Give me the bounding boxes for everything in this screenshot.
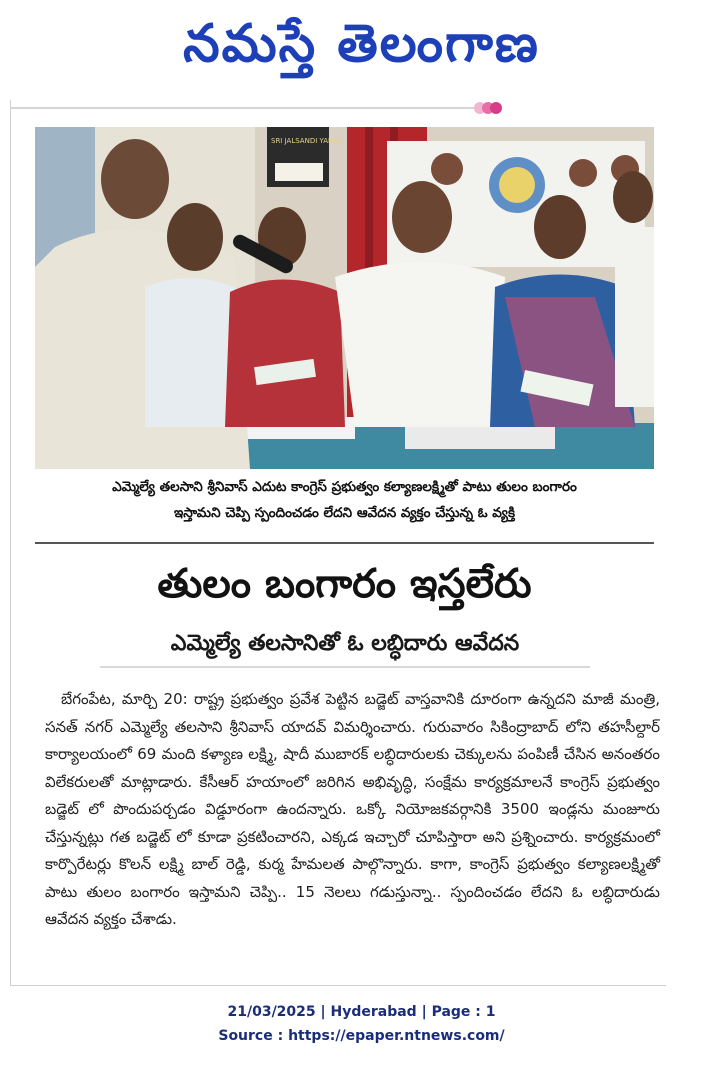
top-rule <box>10 107 495 109</box>
source-link[interactable]: Source : https://epaper.ntnews.com/ <box>218 1028 505 1044</box>
edition-info: 21/03/2025 | Hyderabad | Page : 1 <box>227 1004 496 1020</box>
news-photo <box>35 127 654 469</box>
article-headline: తులం బంగారం ఇస్తలేరు <box>157 561 532 607</box>
photo-caption <box>35 474 654 526</box>
newspaper-masthead: నమస్తే తెలంగాణ <box>183 13 540 74</box>
photo-caption-line-2: ఇస్తామని చెప్పి స్పందించడం లేదని ఆవేదన వ్యక్తం చేస్తున్న ఓ వ్యక్తి <box>174 505 515 521</box>
article-subheadline: ఎమ్మెల్యే తలసానితో ఓ లబ్ధిదారు ఆవేదన <box>100 622 590 668</box>
article-body: బేగంపేట, మార్చి 20: రాష్ట్ర ప్రభుత్వం ప్రవేశ పెట్టిన బడ్జెట్ వాస్తవానికి దూరంగా ఉన్నదని మాజీ మంత్రి, సనత్ నగర్ ఎమ్మెల్యే తలసాని శ్రీనివాస్ యాదవ్ విమర్శించారు. గురువారం సికింద్రాబాద్ లోని తహసీల్దార్ కార్యాలయంలో 69 మంది కళ్యాణ లక్ష్మి, షాదీ ముబారక్ లబ్ధిదారులకు చెక్కులను పంపిణీ చేసిన అనంతరం విలేకరులతో మాట్లాడారు. కేసీఆర్ హయాంలో జరిగిన అభివృద్ధి, సంక్షేమ కార్యక్రమాలనే కాంగ్రెస్ ప్రభుత్వం బడ్జెట్ లో పొందుపర్చడం విడ్డూరంగా ఉందన్నారు. ఒక్కో నియోజకవర్గానికి 3500 ఇండ్లను మంజూరు చేస్తున్నట్లు గత బడ్జెట్ లో కూడా ప్రకటించారని, ఎక్కడ ఇచ్చారో చూపిస్తారా అని ప్రశ్నించారు. కార్యక్రమంలో కార్పొరేటర్లు కొలన్ లక్ష్మి బాల్ రెడ్డి, కుర్మ హేమలత పాల్గొన్నారు. కాగా, కాంగ్రెస్ ప్రభుత్వం కల్యాణలక్ష్మితో పాటు తులం బంగారం ఇస్తామని చెప్పి.. 15 నెలలు గడుస్తున్నా.. స్పందించడం లేదని ఓ లబ్ధిదారుడు ఆవేదన వ్యక్తం చేశాడు. <box>45 690 660 928</box>
section-divider <box>35 542 654 544</box>
photo-caption-line-1: ఎమ్మెల్యే తలసాని శ్రీనివాస్ ఎదుట కాంగ్రెస్ ప్రభుత్వం కల్యాణలక్ష్మితో పాటు తులం బంగారం <box>112 479 577 495</box>
photo-banner-text: SRI JALSANDI YADAV <box>271 137 343 145</box>
